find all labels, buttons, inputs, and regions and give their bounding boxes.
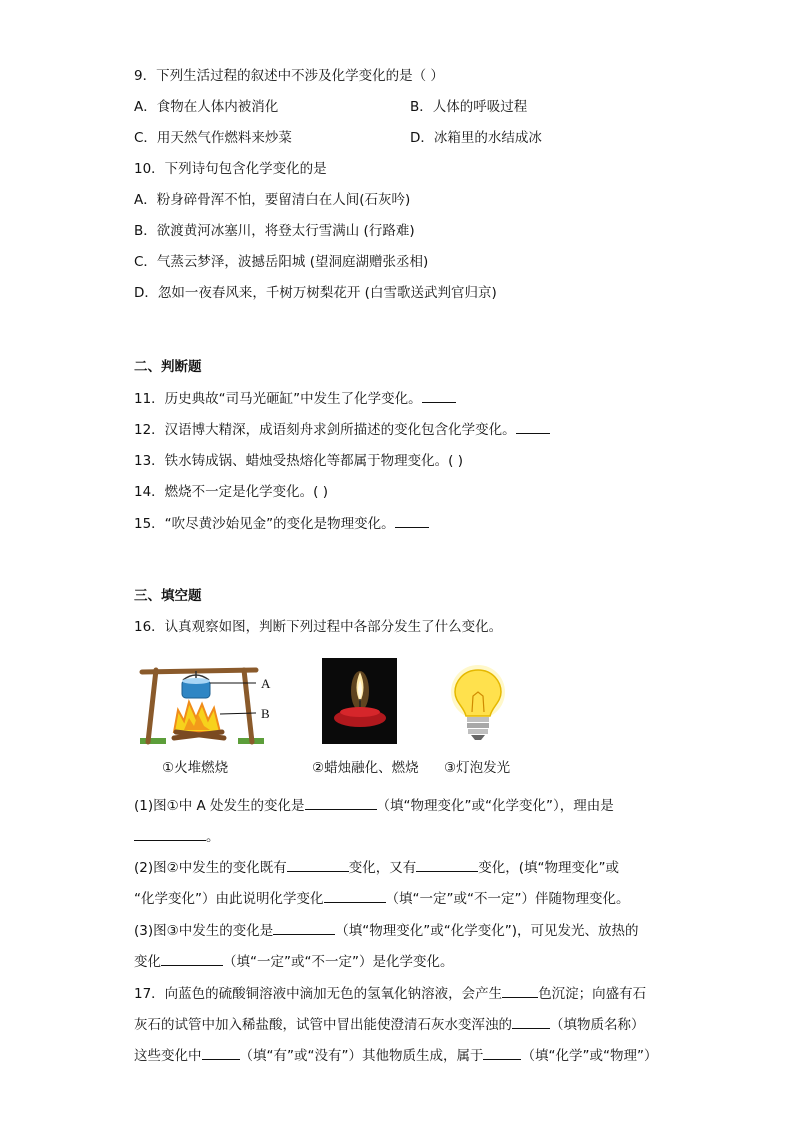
- q16-part2-blank-3[interactable]: [324, 888, 386, 903]
- q9-option-d: D．冰箱里的水结成冰: [410, 130, 542, 146]
- q16-part2-text-e: （填“一定”或“不一定”）伴随物理变化。: [385, 891, 630, 907]
- q16-part1-line1: [134, 795, 614, 816]
- label-b: B: [261, 706, 270, 721]
- candle-figure: [322, 658, 397, 744]
- bulb-base-ring-3: [468, 729, 488, 734]
- q17-blank-4[interactable]: [483, 1045, 521, 1060]
- pot-water: [182, 678, 210, 684]
- q16-part3-line1: [134, 920, 638, 941]
- label-a: A: [261, 676, 271, 691]
- figure-caption-2: ②蜡烛融化、燃烧: [312, 760, 419, 776]
- q16-part3-blank-1[interactable]: [273, 920, 335, 935]
- q17-text-3a: 这些变化中: [134, 1048, 202, 1064]
- q10-stem: 10．下列诗句包含化学变化的是: [134, 161, 327, 177]
- q16-part2-line1: [134, 857, 619, 878]
- q17-text-2b: （填物质名称）: [550, 1017, 645, 1033]
- q10-option-b: B．欲渡黄河冰塞川，将登太行雪满山 (行路难): [134, 223, 415, 239]
- q9-option-b: B．人体的呼吸过程: [410, 99, 528, 115]
- bulb-base-ring-1: [467, 717, 489, 722]
- q17-line3: [134, 1045, 657, 1066]
- section-title-judgement: 二、判断题: [134, 359, 202, 375]
- q16-part2-line2: [134, 888, 629, 909]
- tripod-left-pole: [148, 670, 156, 742]
- q11-answer-blank[interactable]: [422, 388, 456, 403]
- q11-text: 11．历史典故“司马光砸缸”中发生了化学变化。: [134, 391, 422, 407]
- q12: [134, 419, 550, 440]
- bulb-tip: [471, 735, 485, 740]
- q14-text: 14．燃烧不一定是化学变化。( ): [134, 484, 329, 500]
- q16-part1-text-c: 。: [206, 829, 220, 845]
- q16-part2-blank-2[interactable]: [416, 857, 478, 872]
- q12-answer-blank[interactable]: [516, 419, 550, 434]
- candle-top: [340, 707, 380, 717]
- q16-stem: 16．认真观察如图，判断下列过程中各部分发生了什么变化。: [134, 619, 503, 635]
- q10-option-a: A．粉身碎骨浑不怕，要留清白在人间(石灰吟): [134, 192, 411, 208]
- q17-text-1b: 色沉淀；向盛有石: [538, 986, 647, 1002]
- q16-part1-text-a: (1)图①中 A 处发生的变化是: [134, 798, 305, 814]
- q17-text-2a: 灰石的试管中加入稀盐酸，试管中冒出能使澄清石灰水变浑浊的: [134, 1017, 512, 1033]
- q16-part1-line2: [134, 826, 220, 847]
- q17-blank-2[interactable]: [512, 1014, 550, 1029]
- q16-part2-text-b: 变化，又有: [348, 860, 417, 876]
- figure-caption-1: ①火堆燃烧: [162, 760, 229, 776]
- q16-part3-text-b: （填“物理变化”或“化学变化”)，可见发光、放热的: [335, 923, 639, 939]
- q16-part3-line2: [134, 951, 453, 972]
- q16-part2-text-c: 变化，(填“物理变化”或: [478, 860, 619, 876]
- q16-part2-text-a: (2)图②中发生的变化既有: [134, 860, 287, 876]
- q15: [134, 513, 429, 534]
- q12-text: 12．汉语博大精深，成语刻舟求剑所描述的变化包含化学变化。: [134, 422, 516, 438]
- q10-option-c: C．气蒸云梦泽，波撼岳阳城 (望洞庭湖赠张丞相): [134, 254, 429, 270]
- q17-line1: [134, 983, 646, 1004]
- q9-option-a: A．食物在人体内被消化: [134, 99, 279, 115]
- q16-part1-text-b: （填“物理变化”或“化学变化”），理由是: [376, 798, 614, 814]
- q10-option-d: D．忽如一夜春风来，千树万树梨花开 (白雪歌送武判官归京): [134, 285, 497, 301]
- campfire-figure: [134, 658, 284, 750]
- q16-part3-text-a: (3)图③中发生的变化是: [134, 923, 274, 939]
- q17-blank-3[interactable]: [202, 1045, 240, 1060]
- q17-line2: [134, 1014, 645, 1035]
- q9-stem: 9．下列生活过程的叙述中不涉及化学变化的是（ ）: [134, 68, 444, 84]
- q17-text-3c: （填“化学”或“物理”）: [521, 1048, 658, 1064]
- q16-part1-blank-2[interactable]: [134, 826, 206, 841]
- q16-part2-blank-1[interactable]: [287, 857, 349, 872]
- q13-text: 13．铁水铸成锅、蜡烛受热熔化等都属于物理变化。( ): [134, 453, 464, 469]
- figure-caption-3: ③灯泡发光: [444, 760, 511, 776]
- lightbulb-figure: [446, 662, 510, 744]
- q16-part3-text-c: 变化: [134, 954, 161, 970]
- q17-text-3b: （填“有”或“没有”）其他物质生成，属于: [239, 1048, 484, 1064]
- section-title-fill-in: 三、填空题: [134, 588, 202, 604]
- grass-left: [140, 738, 166, 744]
- q17-text-1a: 17．向蓝色的硫酸铜溶液中滴加无色的氢氧化钠溶液，会产生: [134, 986, 503, 1002]
- q16-part2-text-d: “化学变化”）由此说明化学变化: [134, 891, 324, 907]
- q15-text: 15．“吹尽黄沙始见金”的变化是物理变化。: [134, 516, 395, 532]
- q16-part1-blank-1[interactable]: [305, 795, 377, 810]
- tripod-right-pole: [244, 670, 252, 742]
- q11: [134, 388, 456, 409]
- q9-option-c: C．用天然气作燃料来炒菜: [134, 130, 292, 146]
- q16-part3-text-d: （填“一定”或“不一定”）是化学变化。: [223, 954, 454, 970]
- q17-blank-1[interactable]: [502, 983, 538, 998]
- q16-part3-blank-2[interactable]: [161, 951, 223, 966]
- crossbar: [142, 670, 256, 672]
- q15-answer-blank[interactable]: [395, 513, 429, 528]
- bulb-base-ring-2: [467, 723, 489, 728]
